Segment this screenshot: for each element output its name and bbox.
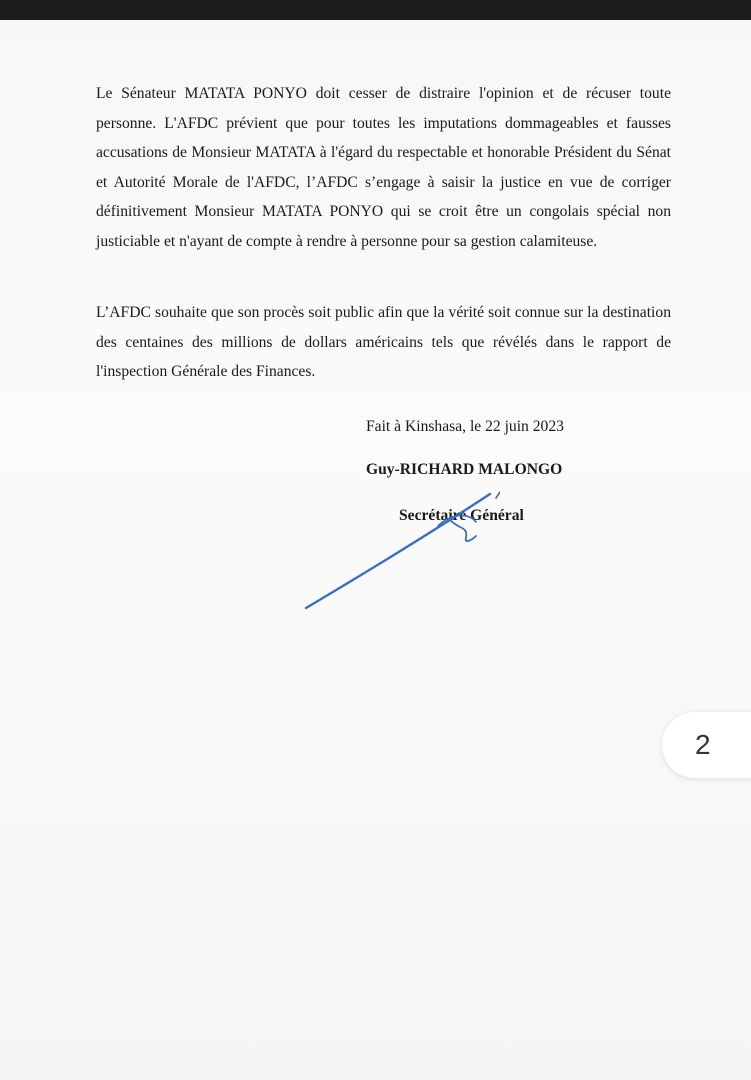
- top-edge-bar: [0, 0, 751, 20]
- signatory-name: Guy-RICHARD MALONGO: [366, 461, 563, 478]
- place-date: Fait à Kinshasa, le 22 juin 2023: [366, 418, 564, 435]
- page-number: 2: [695, 729, 711, 760]
- signatory-role: Secrétaire Général: [399, 507, 524, 524]
- body-paragraph-1: Le Sénateur MATATA PONYO doit cesser de distraire l'opinion et de récuser toute personne. L'AFDC prévient que pour toutes les imputations dommageables et fausses accusations de Monsieur MATATA à l'égard du respectable et honorable Président du Sénat et Autorité Morale de l'AFDC, l’AFDC s’engage à saisir la justice en vue de corriger définitivement Monsieur MATATA PONYO qui se croit être un congolais spécial non justiciable et n'ayant de compte à rendre à personne pour sa gestion calamiteuse.: [96, 85, 671, 250]
- page-number-badge: [662, 712, 751, 778]
- handwritten-signature: [300, 478, 500, 618]
- body-paragraph-2: L’AFDC souhaite que son procès soit public afin que la vérité soit connue sur la destination des centaines des millions de dollars américains tels que révélés dans le rapport de l'inspection Générale des Finances.: [96, 304, 671, 380]
